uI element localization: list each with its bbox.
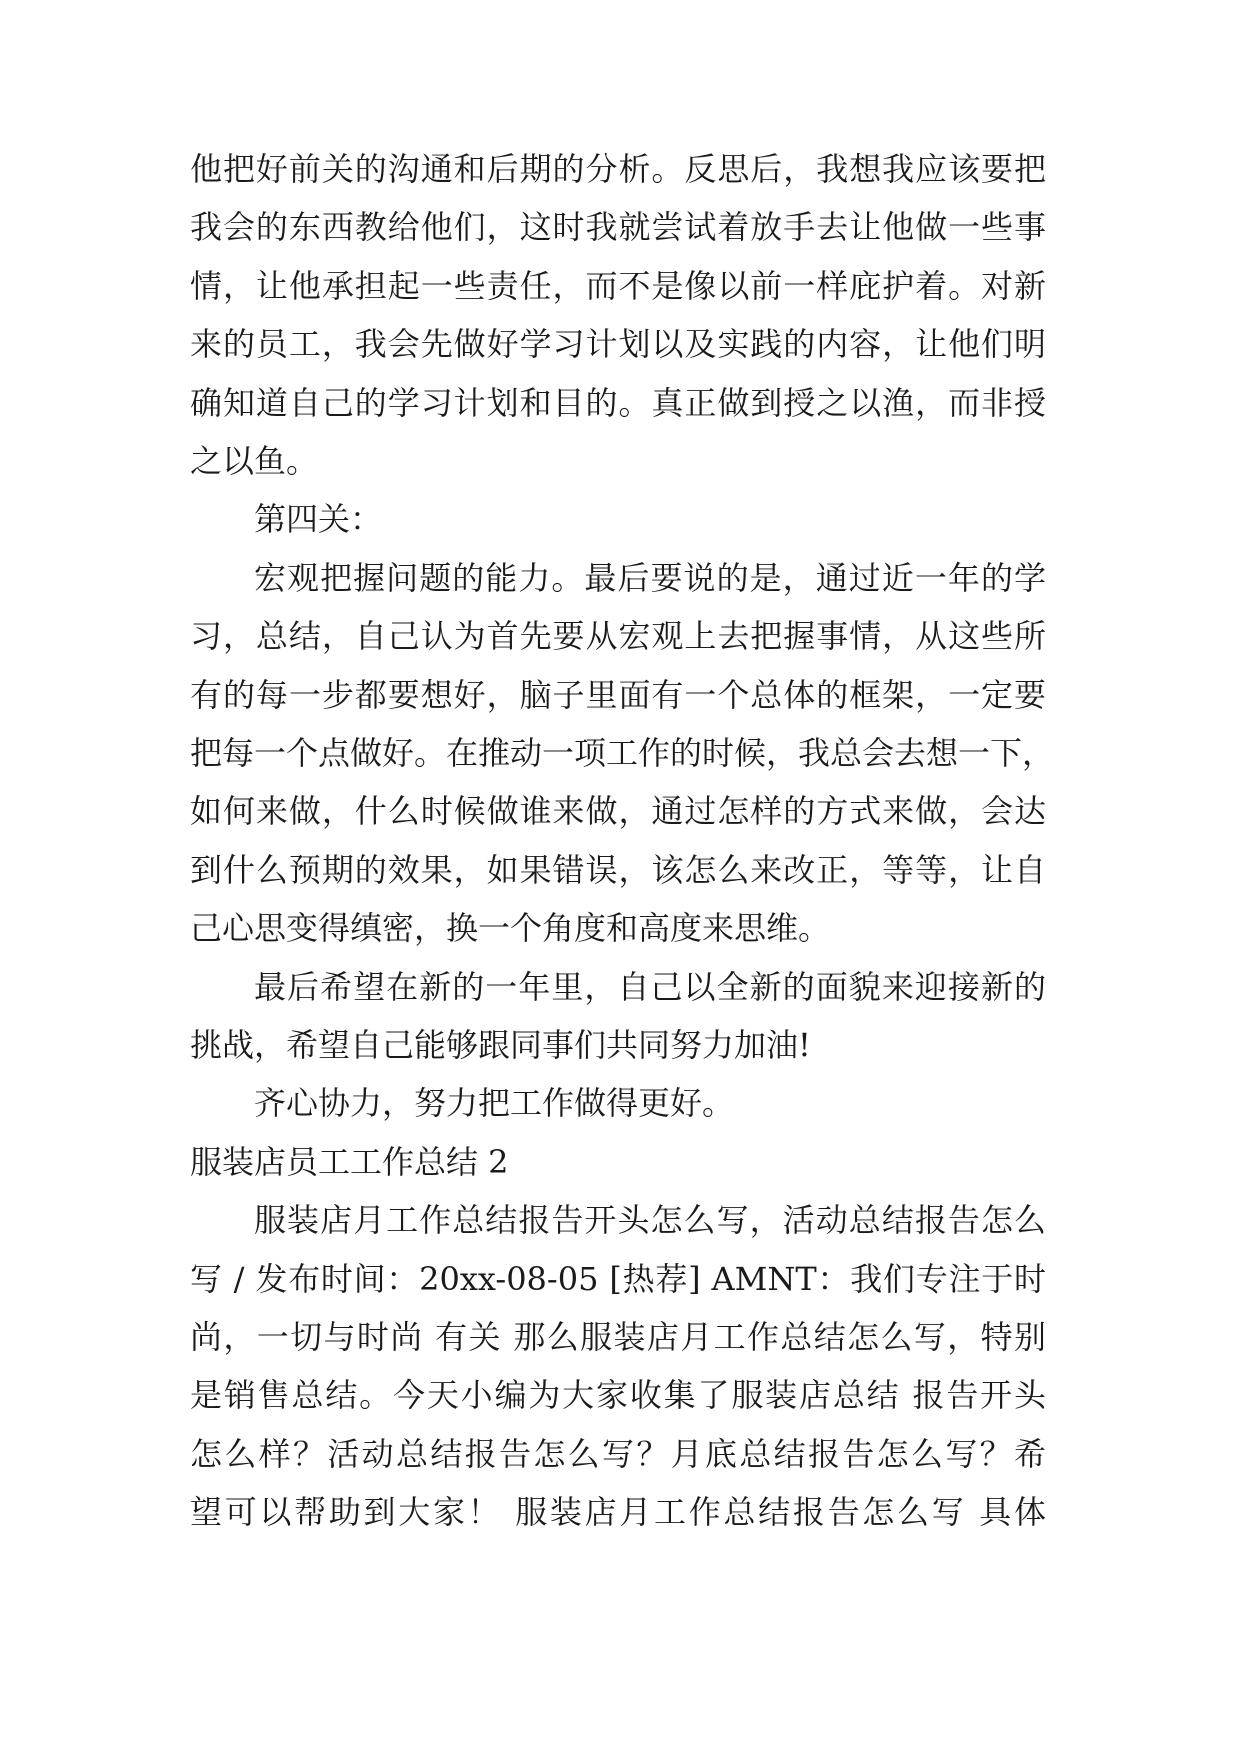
text-line: 是销售总结。今天小编为大家收集了服装店总结 报告开头 [190,1376,1046,1415]
text-line: 他把好前关的沟通和后期的分析。反思后，我想我应该要把 [190,150,1046,188]
text-line: 有的每一步都要想好，脑子里面有一个总体的框架，一定要 [190,675,1046,714]
text-line: 之以鱼。 [190,442,319,480]
text-line: 来的员工，我会先做好学习计划以及实践的内容，让他们明 [190,325,1046,364]
text-line: 怎么样？活动总结报告怎么写？月底总结报告怎么写？希 [190,1434,1046,1473]
text-line: 望可以帮助到大家！ 服装店月工作总结报告怎么写 具体 [190,1493,1046,1532]
text-line: 齐心协力，努力把工作做得更好。 [254,1084,735,1123]
text-line: 把每一个点做好。在推动一项工作的时候，我总会去想一下， [190,734,1055,772]
text-line: 尚，一切与时尚 有关 那么服装店月工作总结怎么写，特别 [190,1318,1046,1356]
text-line: 写 / 发布时间：20xx-08-05 [热荐] AMNT：我们专注于时 [190,1259,1046,1298]
text-line: 最后希望在新的一年里，自己以全新的面貌来迎接新的 [254,967,1046,1006]
text-line: 服装店月工作总结报告开头怎么写，活动总结报告怎么 [254,1201,1046,1240]
text-line: 到什么预期的效果，如果错误，该怎么来改正，等等，让自 [190,850,1046,889]
text-line: 服装店员工工作总结 2 [190,1142,509,1181]
text-line: 宏观把握问题的能力。最后要说的是，通过近一年的学 [254,558,1046,597]
text-line: 如何来做，什么时候做谁来做，通过怎样的方式来做，会达 [190,792,1046,831]
text-line: 第四关： [254,500,383,539]
text-line: 情，让他承担起一些责任，而不是像以前一样庇护着。对新 [190,266,1046,305]
text-line: 习，总结，自己认为首先要从宏观上去把握事情，从这些所 [190,617,1046,656]
text-line: 己心思变得缜密，换一个角度和高度来思维。 [190,909,831,948]
text-line: 挑战，希望自己能够跟同事们共同努力加油! [190,1026,811,1064]
text-line: 我会的东西教给他们，这时我就尝试着放手去让他做一些事 [190,208,1046,247]
text-line: 确知道自己的学习计划和目的。真正做到授之以渔，而非授 [190,383,1046,422]
